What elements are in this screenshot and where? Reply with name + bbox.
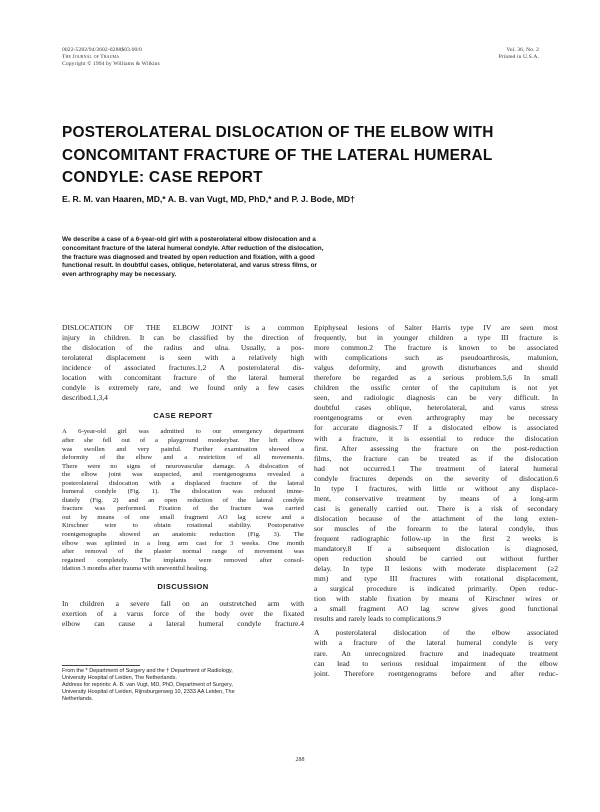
footnote-line: University Hospital of Leiden, Rijnsburgerweg 10, 2333 AA Leiden, The	[62, 689, 235, 695]
text-line: open reduction should be carried out without further	[314, 554, 558, 564]
text-line: posterolateral dislocation with a displaced fracture of the lateral	[62, 479, 304, 487]
footnote-rule	[62, 665, 140, 666]
copyright-line: Copyright © 1994 by Williams & Wilkins	[62, 61, 160, 67]
text-line: A 6-year-old girl was admitted to our emergency department	[62, 428, 304, 436]
text-line: valgus deformity, and growth disturbances and should	[314, 363, 558, 373]
journal-code: 0022-5282/94/3602-0288$03.00/0	[62, 47, 142, 53]
text-line: tion with stable fixation by means of Kirschner wires or	[314, 594, 558, 604]
right-column	[314, 323, 558, 679]
article-title	[62, 122, 542, 190]
text-line: children the ossific center of the capitulum is not yet	[314, 383, 558, 393]
text-line: sor muscles of the forearm to the lateral condyle, thus	[314, 523, 558, 533]
left-column	[62, 323, 304, 629]
text-line: was swollen and very painful. Further examination showed a	[62, 445, 304, 453]
text-line: humeral condyle (Fig. 1). The dislocation was reduced imme-	[62, 488, 304, 496]
text-line: doubtful cases oblique, heterolateral, and varus stress	[314, 403, 558, 413]
intro-paragraph	[62, 323, 304, 403]
text-line: deformity of the elbow and a restriction of all movements.	[62, 454, 304, 462]
abstract-line: functional result. In doubtful cases, oblique, heterolateral, and varus stress films, or	[62, 262, 317, 270]
text-line: after removal of the plaster normal range of movement was	[62, 548, 304, 556]
text-line: fracture was performed. Fixation of the fracture was carried	[62, 505, 304, 513]
text-line: In type I fractures, with little or without any displace-	[314, 483, 558, 493]
discussion-paragraph	[62, 599, 304, 629]
text-line: dislocation because of the attachment of the long exten-	[314, 513, 558, 523]
text-line: with a fracture, it is essential to reduce the dislocation	[314, 433, 558, 443]
text-line: diately (Fig. 2) and an open reduction of the lateral condyle	[62, 496, 304, 504]
text-line: the elbow joint was suspected, and roentgenograms revealed a	[62, 471, 304, 479]
author-line: E. R. M. van Haaren, MD,* A. B. van Vugt, MD, PhD,* and P. J. Bode, MD†	[62, 194, 355, 204]
text-line: the dislocation of the radius and ulna. Usually, a pos-	[62, 343, 304, 353]
case-report-paragraph	[62, 428, 304, 573]
abstract-line: We describe a case of a 6-year-old girl with a posterolateral elbow dislocation and a	[62, 236, 316, 243]
text-line: delay. In type II lesions with moderate displacement (≥2	[314, 564, 558, 574]
footnote-line: Address for reprints: A. B. van Vugt, MD, PhD, Department of Surgery,	[62, 682, 233, 688]
volume-issue: Vol. 36, No. 2	[506, 47, 539, 53]
page-number: 288	[295, 757, 305, 763]
text-line: There were no signs of neurovascular damage. A dislocation of	[62, 462, 304, 470]
text-line: had not occurred.1 The treatment of lateral humeral	[314, 463, 558, 473]
closing-paragraph	[314, 628, 558, 678]
text-line: with complications such as pseudoarthrosis, malunion,	[314, 353, 558, 363]
footnote	[62, 668, 304, 703]
text-line: with a fracture of the lateral humeral condyle is very	[314, 638, 558, 648]
text-line: mm) and type III fractures with rotational displacement,	[314, 574, 558, 584]
text-line: roentgenograms or even arthrography may be necessary	[314, 413, 558, 423]
text-line: location with concomitant fracture of the lateral humeral	[62, 373, 304, 383]
text-line: a small fragment AO lag screw gives good functional	[314, 604, 558, 614]
text-line: can lead to serious residual impairment of the elbow	[314, 658, 558, 668]
text-line: incidence of associated fractures.1,2 A posterolateral dis-	[62, 363, 304, 373]
text-line: Kirschner wire to obtain rotational stability. Postoperative	[62, 522, 304, 530]
text-line: roentgenographs showed an anatomic reduction (Fig. 3). The	[62, 530, 304, 538]
text-line: frequently, but in younger children a type III fracture is	[314, 333, 558, 343]
text-line: first. After assessing the fracture on the post-reduction	[314, 443, 558, 453]
text-line: regained completely. The implants were removed after consol-	[62, 556, 304, 564]
text-line: for accurate diagnosis.7 If a dislocated elbow is associated	[314, 423, 558, 433]
abstract-line: the fracture was diagnosed and treated by open reduction and fixation, with a good	[62, 253, 315, 261]
abstract	[62, 236, 410, 280]
journal-name: The Journal of Trauma	[62, 54, 120, 60]
abstract-line: even arthrography may be necessary.	[62, 271, 177, 279]
epiphyseal-paragraph	[314, 323, 558, 624]
text-line: joint. Therefore roentgenograms before and after reduc-	[314, 668, 558, 678]
text-line: frequent radiographic follow-up in the first 2 weeks is	[314, 533, 558, 543]
text-line: described.1,3,4	[62, 393, 108, 403]
text-line: exertion of a varus force of the body over the fixated	[62, 608, 304, 618]
text-line: out by means of one small fragment AO lag screw and a	[62, 513, 304, 521]
text-line: idation 3 months after trauma with uneventful healing.	[62, 565, 208, 573]
title-line: POSTEROLATERAL DISLOCATION OF THE ELBOW WITH	[62, 124, 494, 141]
text-line: injury in children. It can be classified by the direction of	[62, 333, 304, 343]
text-line: more common.2 The fracture is known to be associated	[314, 343, 558, 353]
text-line: mandatory.8 If a subsequent dislocation is diagnosed,	[314, 544, 558, 554]
text-line: elbow can cause a lateral humeral condyle fracture.4	[62, 618, 304, 628]
abstract-line: concomitant fracture of the lateral humeral condyle. After reduction of the dislocation,	[62, 244, 324, 252]
text-line: after she fell out of a playground monkeybar. Her left elbow	[62, 436, 304, 444]
discussion-heading: DISCUSSION	[157, 581, 209, 591]
text-line: cast is generally carried out. There is a risk of secondary	[314, 503, 558, 513]
text-line: terolateral displacement is seen with a relatively high	[62, 353, 304, 363]
journal-header-left	[62, 47, 160, 68]
footnote-line: University Hospital of Leiden, The Netherlands.	[62, 675, 177, 681]
text-line: films, the fracture can be treated as if the dislocation	[314, 453, 558, 463]
text-line: therefore be regarded as a serious problem.5,6 In small	[314, 373, 558, 383]
footnote-line: Netherlands.	[62, 696, 94, 702]
journal-header-right	[499, 47, 539, 61]
text-line: condyle is extremely rare, and we found only a few cases	[62, 383, 304, 393]
text-line: ment, conservative treatment by means of a long-arm	[314, 493, 558, 503]
footnote-line: From the * Department of Surgery and the † Department of Radiology,	[62, 668, 233, 674]
text-line: condyle fractures depends on the severity of dislocation.6	[314, 473, 558, 483]
case-report-heading: CASE REPORT	[153, 411, 213, 421]
printed-in: Printed in U.S.A.	[498, 54, 539, 60]
text-line: a surgical procedure is indicated primarily. Open reduc-	[314, 584, 558, 594]
text-line: DISLOCATION OF THE ELBOW JOINT is a common	[62, 323, 304, 332]
text-line: A posterolateral dislocation of the elbow associated	[314, 628, 558, 638]
text-line: elbow was splinted in a long arm cast for 3 weeks. One month	[62, 539, 304, 547]
text-line: rare. An unrecognized fracture and inadequate treatment	[314, 648, 558, 658]
text-line: Epiphyseal lesions of Salter Harris type IV are seen most	[314, 323, 558, 332]
text-line: results and rarely leads to complications.9	[314, 614, 442, 624]
title-line: CONDYLE: CASE REPORT	[62, 169, 263, 186]
text-line: In children a severe fall on an outstretched arm with	[62, 598, 304, 608]
text-line: seen, and radiologic diagnosis can be very difficult. In	[314, 393, 558, 403]
title-line: CONCOMITANT FRACTURE OF THE LATERAL HUMERAL	[62, 146, 493, 164]
